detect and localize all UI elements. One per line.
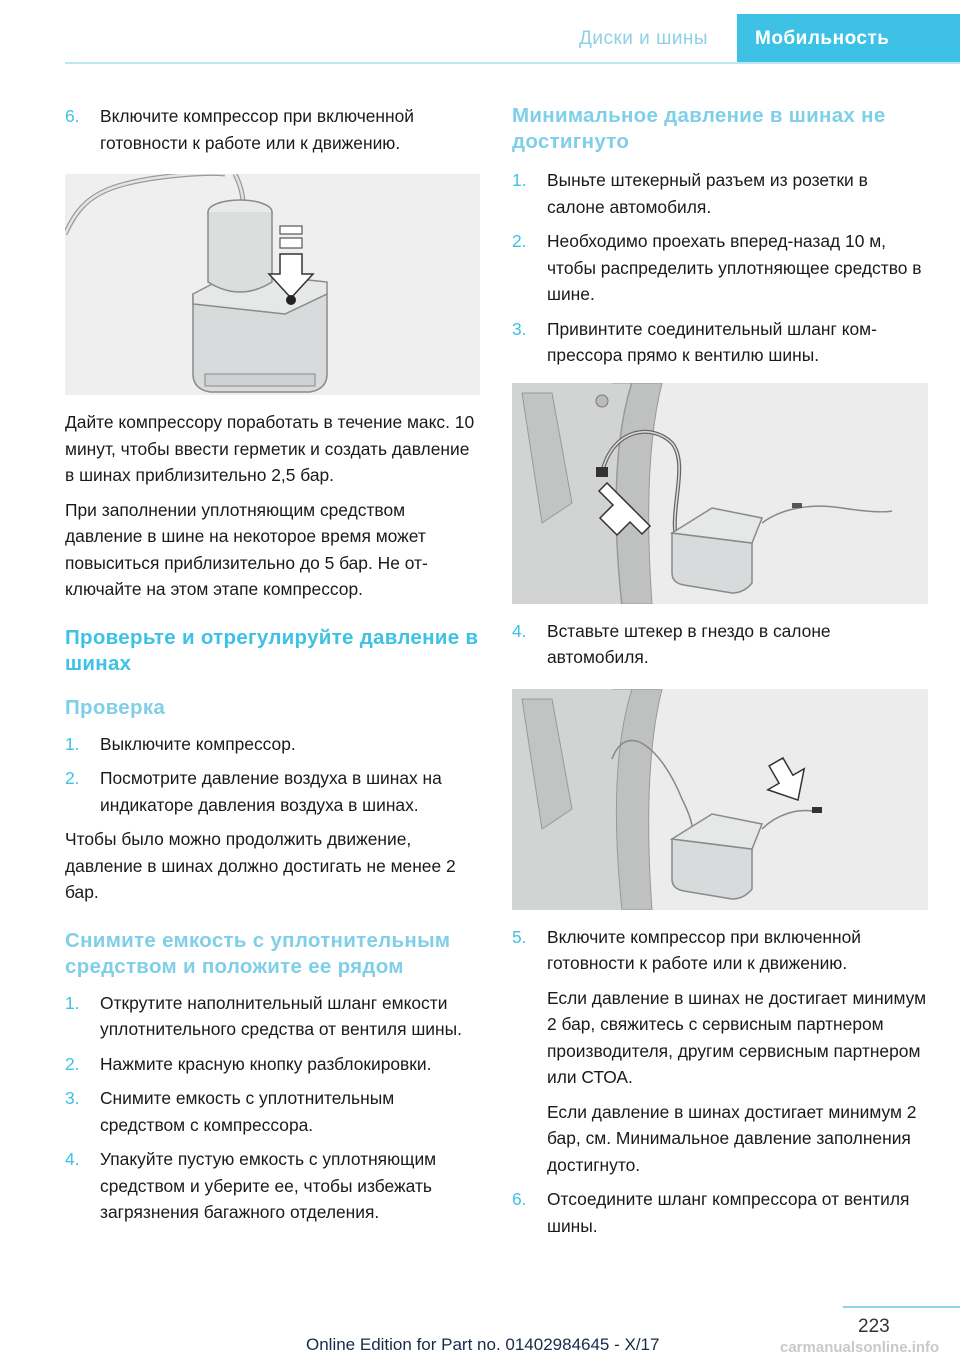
paragraph: Чтобы было можно продолжить движение, давление в шинах должно достигать не менее 2 бар. bbox=[65, 829, 456, 902]
header-divider bbox=[65, 62, 960, 64]
step-item bbox=[512, 618, 930, 671]
tire-valve-drawing bbox=[512, 383, 928, 604]
step-number: 6. bbox=[512, 1189, 527, 1209]
step-number: 1. bbox=[65, 992, 80, 1013]
paragraph: При заполнении уплотняющим средством давление в шине на некоторое время может повыситься приблизительно до 5 бар. Не отключайте на этом этапе компрессор. bbox=[65, 499, 428, 599]
step-text: Выньте штекерный разъем из розетки в салоне автомобиля. bbox=[547, 170, 868, 217]
plug-drawing bbox=[512, 689, 928, 910]
step-number: 2. bbox=[65, 1053, 80, 1074]
step-item bbox=[65, 1085, 480, 1138]
subsection-heading: Проверка bbox=[65, 695, 166, 719]
step-item bbox=[65, 103, 480, 156]
step-item bbox=[65, 1051, 480, 1078]
step-number: 3. bbox=[65, 1088, 80, 1108]
step-text: Отсоедините шланг компрессора от вентиля шины. bbox=[547, 1189, 910, 1236]
left-column bbox=[65, 103, 480, 1234]
chapter-tab[interactable]: Мобильность bbox=[737, 14, 960, 62]
step-number: 6. bbox=[65, 106, 80, 126]
step-main-text: Включите компрессор при включенной готовности к работе или к движению. bbox=[547, 926, 862, 973]
step-text bbox=[547, 924, 930, 1179]
page-number: 223 bbox=[858, 1316, 890, 1337]
compressor-drawing bbox=[65, 174, 480, 395]
step-text: Привинтите соединительный шланг компрессора прямо к вентилю шины. bbox=[547, 318, 877, 365]
step-number: 1. bbox=[512, 170, 527, 190]
step-number: 4. bbox=[512, 620, 527, 641]
hose-to-valve-illustration bbox=[512, 383, 928, 604]
step-item bbox=[65, 990, 480, 1043]
step-item bbox=[65, 731, 480, 758]
step-item bbox=[512, 167, 930, 220]
step-text: Вставьте штекер в гнездо в салоне автомобиля. bbox=[547, 620, 831, 667]
step-number: 5. bbox=[512, 926, 527, 947]
step-number: 4. bbox=[65, 1149, 80, 1169]
step-number: 2. bbox=[512, 231, 527, 251]
step-number: 3. bbox=[512, 318, 527, 339]
plug-to-socket-illustration bbox=[512, 689, 928, 910]
step-text: Выключите компрессор. bbox=[100, 733, 296, 754]
section-heading: Проверьте и отрегулируйте давление в шинах bbox=[65, 625, 479, 675]
step-text: Посмотрите давление воздуха в шинах на индикаторе давления воздуха в шинах. bbox=[100, 768, 442, 815]
step-text: Открутите наполнительный шланг емкости уплотнительного средства от вентиля шины. bbox=[100, 992, 462, 1039]
subsection-heading: Снимите емкость с уплотнительным средством и положите ее рядом bbox=[65, 928, 451, 978]
right-column bbox=[512, 103, 930, 1247]
paragraph: Дайте компрессору поработать в течение макс. 10 минут, чтобы ввести герметик и создать давление в шинах приблизительно 2,5 бар. bbox=[65, 412, 475, 485]
step-text: Нажмите красную кнопку разблокировки. bbox=[100, 1053, 432, 1074]
page-header bbox=[0, 0, 960, 62]
step-text: Снимите емкость с уплотнительным средством с компрессора. bbox=[100, 1088, 395, 1135]
step-item bbox=[512, 228, 930, 308]
step-item bbox=[512, 316, 930, 369]
step-item bbox=[512, 924, 930, 1179]
watermark: carmanualsonline.info bbox=[780, 1339, 940, 1356]
step-item bbox=[65, 765, 480, 818]
step-text: Необходимо проехать вперед-назад 10 м, чтобы распределить уплотняющее средство в шине. bbox=[547, 231, 922, 304]
section-heading: Минимальное давление в шинах не достигнуто bbox=[512, 104, 886, 153]
step-text: Включите компрессор при включенной готовности к работе или к движению. bbox=[100, 106, 415, 153]
step-item bbox=[65, 1146, 480, 1226]
step-note: Если давление в шинах не достигает минимум 2 бар, свяжитесь с сервисным партнером производителя, другим сервисным партнером или СТОА. bbox=[547, 987, 927, 1087]
step-number: 2. bbox=[65, 768, 80, 788]
section-label: Диски и шины bbox=[579, 28, 709, 49]
footer-divider bbox=[843, 1306, 960, 1308]
edition-line: Online Edition for Part no. 01402984645 - X/17 bbox=[306, 1335, 660, 1354]
step-note: Если давление в шинах достигает минимум 2 бар, см. Минимальное давление заполнения достигнуто. bbox=[547, 1101, 917, 1175]
step-item bbox=[512, 1186, 930, 1239]
step-number: 1. bbox=[65, 733, 80, 754]
step-text: Упакуйте пустую емкость с уплотняющим средством и уберите ее, чтобы избежать загрязнения багажного отделения. bbox=[100, 1149, 437, 1222]
compressor-illustration bbox=[65, 174, 480, 395]
